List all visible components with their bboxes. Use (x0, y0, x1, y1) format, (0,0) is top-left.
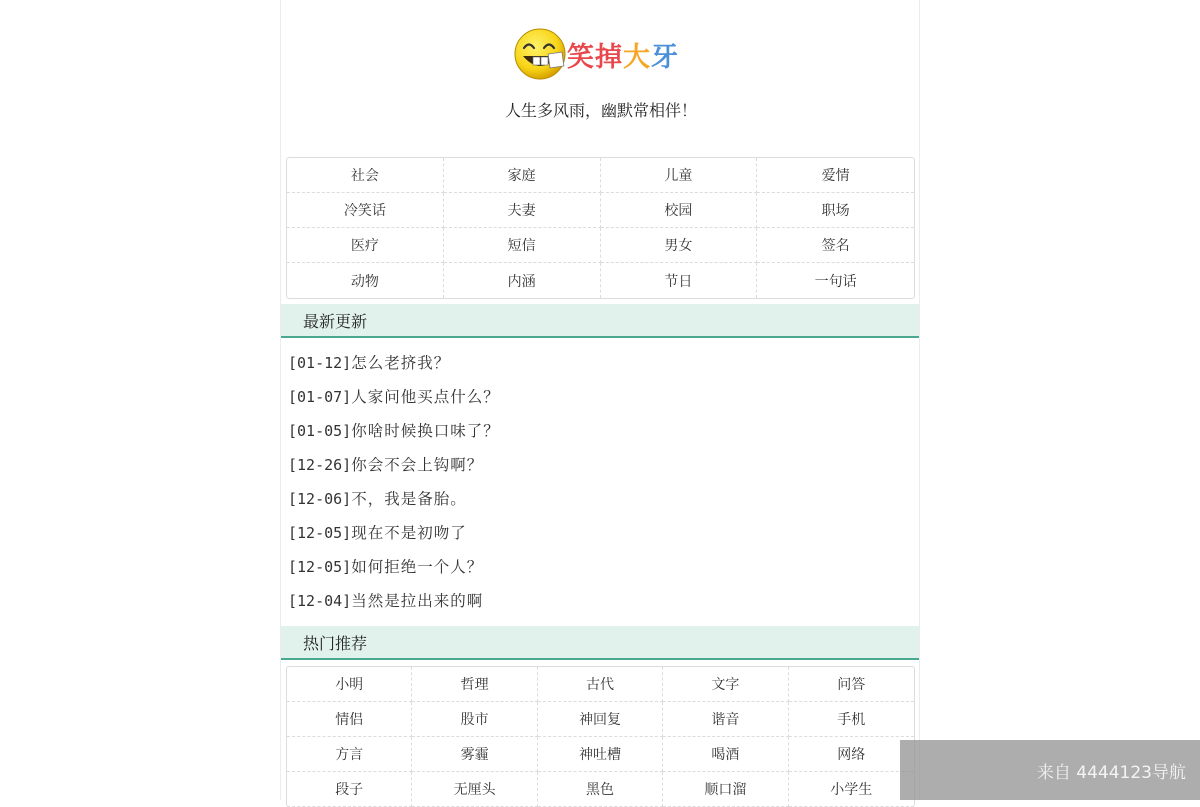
latest-section-header: 最新更新 (281, 304, 919, 338)
logo-char: 笑 (567, 41, 595, 73)
category-link-lengxiaohua[interactable]: 冷笑话 (287, 193, 444, 228)
category-link-yijuhua[interactable]: 一句话 (814, 273, 857, 290)
page-container (280, 0, 920, 800)
item-date: [12-06] (288, 490, 352, 508)
source-watermark: 来自 4444123导航 (900, 740, 1200, 800)
category-link-jieri[interactable]: 节日 (601, 263, 758, 298)
site-header (281, 0, 919, 150)
hot-tag-link[interactable]: 小明 (287, 667, 412, 702)
hot-tag-link[interactable]: 神吐槽 (538, 737, 663, 772)
item-date: [12-05] (288, 524, 352, 542)
hot-tag-link[interactable]: 谐音 (663, 702, 788, 737)
hot-tag-link[interactable]: 神回复 (538, 702, 663, 737)
hot-tag-link[interactable]: 情侣 (287, 702, 412, 737)
category-link-qianming[interactable]: 签名 (757, 228, 914, 263)
hot-tag-link[interactable]: 问答 (789, 667, 914, 702)
hot-tag-link[interactable]: 手机 (789, 702, 914, 737)
site-slogan: 人生多风雨，幽默常相伴！ (504, 101, 697, 120)
hot-tag-link[interactable]: 方言 (287, 737, 412, 772)
item-title: 现在不是初吻了 (351, 524, 467, 542)
hot-tag-link[interactable]: 古代 (538, 667, 663, 702)
hot-tag-link[interactable]: 文字 (663, 667, 788, 702)
item-title: 人家问他买点什么？ (351, 388, 500, 406)
category-link-ertong[interactable]: 儿童 (601, 158, 758, 193)
hot-tag-link[interactable]: 小学生 (789, 772, 914, 807)
item-date: [01-05] (288, 422, 352, 440)
grinning-face-icon (513, 26, 567, 82)
category-link-jiating[interactable]: 家庭 (444, 158, 601, 193)
item-title: 当然是拉出来的啊 (351, 592, 484, 610)
item-date: [12-26] (288, 456, 352, 474)
category-link-duanxin[interactable]: 短信 (444, 228, 601, 263)
hot-tag-link[interactable]: 雾霾 (412, 737, 537, 772)
hot-tag-link[interactable]: 喝酒 (663, 737, 788, 772)
category-link-yiliao[interactable]: 医疗 (287, 228, 444, 263)
category-link-shehui[interactable]: 社会 (287, 158, 444, 193)
logo-char: 掉 (595, 41, 623, 73)
item-title: 不，我是备胎。 (351, 490, 467, 508)
latest-item[interactable] (288, 516, 500, 550)
hot-tag-link[interactable]: 无厘头 (412, 772, 537, 807)
category-link-nannv[interactable]: 男女 (601, 228, 758, 263)
hot-tags-grid (286, 666, 915, 807)
item-title: 你会不会上钩啊？ (351, 456, 484, 474)
latest-item[interactable] (288, 550, 500, 584)
hot-section-header: 热门推荐 (281, 626, 919, 660)
hot-tag-link[interactable]: 段子 (287, 772, 412, 807)
latest-list (288, 346, 500, 618)
category-link-xiaoyuan[interactable]: 校园 (601, 193, 758, 228)
logo-text (567, 35, 679, 74)
hot-tag-link[interactable]: 黑色 (538, 772, 663, 807)
category-link-zhichang[interactable]: 职场 (757, 193, 914, 228)
hot-tag-link[interactable]: 顺口溜 (663, 772, 788, 807)
category-link-neihan[interactable]: 内涵 (444, 263, 601, 298)
site-logo[interactable] (513, 26, 693, 82)
latest-item[interactable] (288, 414, 500, 448)
latest-item[interactable] (288, 380, 500, 414)
logo-char: 牙 (651, 41, 679, 73)
latest-item[interactable] (288, 448, 500, 482)
category-link-fuqi[interactable]: 夫妻 (444, 193, 601, 228)
latest-item[interactable] (288, 584, 500, 618)
category-link-dongwu[interactable]: 动物 (287, 263, 444, 298)
hot-tag-link[interactable]: 网络 (789, 737, 914, 772)
category-link-aiqing[interactable]: 爱情 (757, 158, 914, 193)
item-date: [01-12] (288, 354, 352, 372)
item-title: 怎么老挤我？ (351, 354, 451, 372)
item-date: [12-05] (288, 558, 352, 576)
logo-char: 大 (623, 41, 651, 73)
item-title: 如何拒绝一个人？ (351, 558, 484, 576)
latest-item[interactable] (288, 482, 500, 516)
hot-tag-link[interactable]: 哲理 (412, 667, 537, 702)
item-date: [12-04] (288, 592, 352, 610)
item-date: [01-07] (288, 388, 352, 406)
hot-tag-link[interactable]: 股市 (412, 702, 537, 737)
category-grid (286, 157, 915, 299)
latest-item[interactable] (288, 346, 500, 380)
item-title: 你啥时候换口味了？ (351, 422, 500, 440)
